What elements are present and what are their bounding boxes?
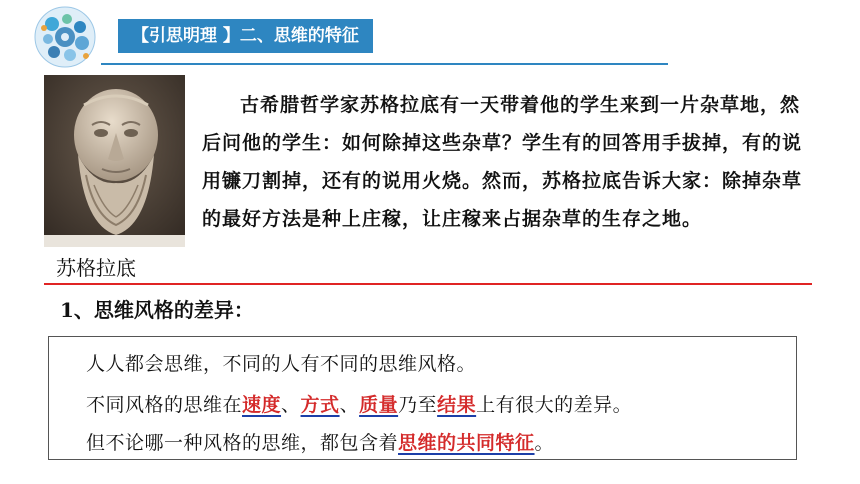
story-paragraph: 古希腊哲学家苏格拉底有一天带着他的学生来到一片杂草地，然后问他的学生：如何除掉这些杂草？学生有的回答用手拔掉，有的说用镰刀割掉，还有的说用火烧。然而，苏格拉底告诉大家：除掉杂草的最好方法是种上庄稼，让庄稼来占据杂草的生存之地。 [202, 94, 803, 230]
title-divider [101, 63, 668, 65]
separator: 、 [281, 394, 301, 416]
line-text: 。 [534, 432, 555, 454]
line-text: 但不论哪一种风格的思维，都包含着 [86, 432, 399, 454]
keyword-method: 方式 [300, 394, 340, 416]
summary-line-2 [86, 390, 632, 417]
gears-logo-icon [34, 6, 96, 68]
summary-line-1: 人人都会思维，不同的人有不同的思维风格。 [86, 353, 477, 375]
line-text: 乃至 [398, 394, 438, 416]
separator: 、 [339, 394, 360, 416]
socrates-bust-image [44, 75, 185, 247]
line-text: 上有很大的差异。 [476, 394, 633, 416]
keyword-speed: 速度 [242, 394, 282, 416]
page-title: 【引思明理 】二、思维的特征 [118, 19, 373, 53]
keyword-result: 结果 [437, 394, 477, 416]
portrait-caption: 苏格拉底 [56, 256, 136, 280]
summary-line-3 [86, 428, 554, 455]
section-divider [44, 283, 812, 285]
section-heading: 1、思维风格的差异： [60, 298, 254, 322]
line-text: 不同风格的思维在 [86, 394, 243, 416]
keyword-quality: 质量 [359, 394, 399, 416]
keyword-common-features: 思维的共同特征 [398, 432, 535, 454]
